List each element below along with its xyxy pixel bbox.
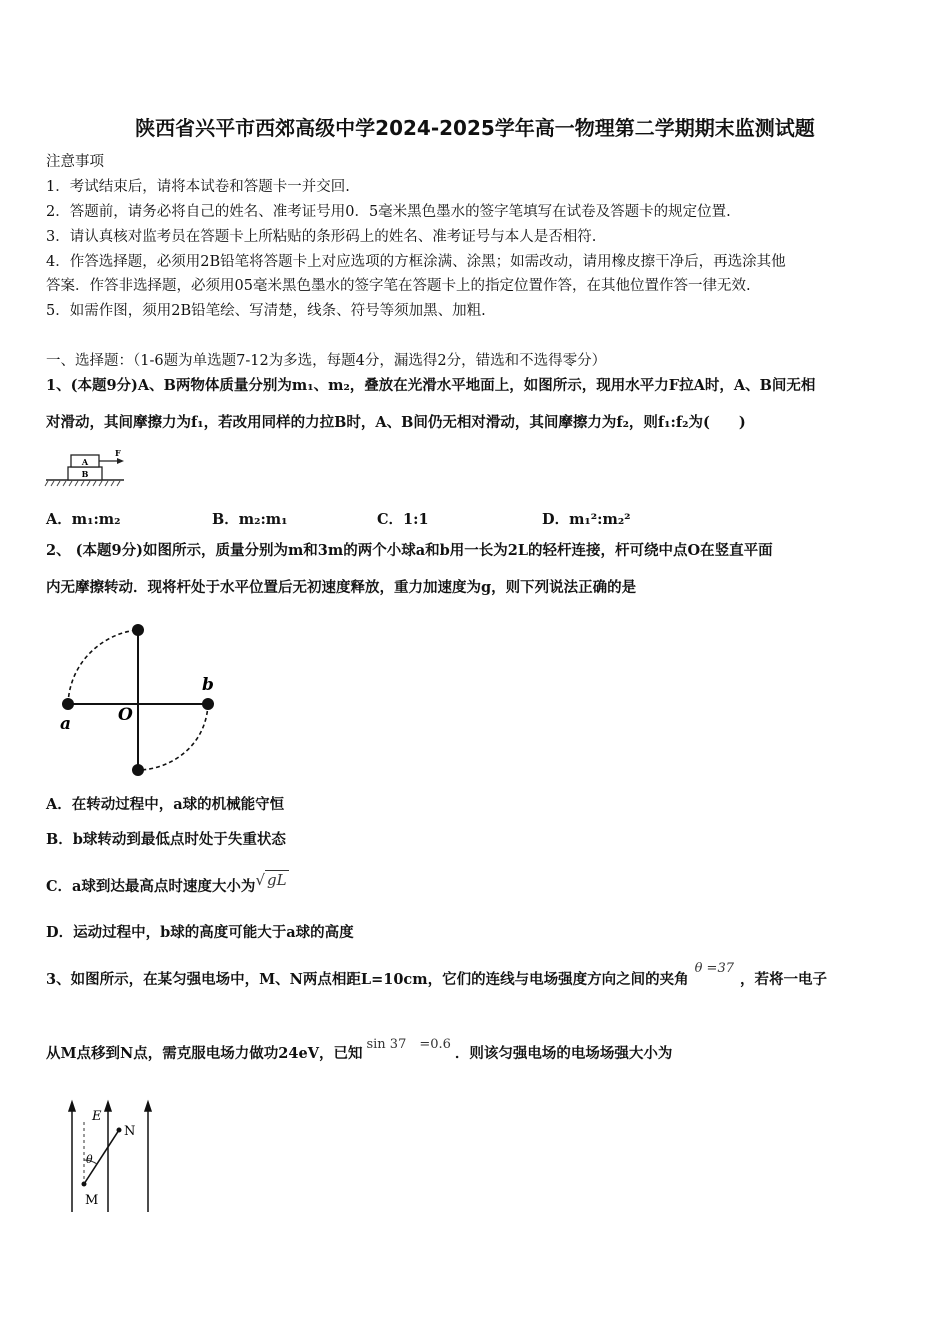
q1-block-figure (44, 446, 128, 488)
q3-text-line2 (46, 1037, 673, 1065)
ball-bottom (132, 764, 144, 776)
q1-option-c: C．1:1 (377, 511, 429, 528)
label-o: O (118, 705, 133, 725)
label-m: M (85, 1193, 99, 1208)
label-a: a (60, 714, 72, 734)
q1-text-line1: 1、(本题9分)A、B两物体质量分别为m₁、m₂，叠放在光滑水平地面上，如图所示，现用水平力F拉A时，A、B间无相 (46, 377, 816, 394)
point-m (82, 1182, 87, 1187)
block-a-label: A (81, 457, 89, 467)
force-label: F (115, 448, 121, 458)
notice-item: 4．作答选择题，必须用2B铅笔将答题卡上对应选项的方框涂满、涂黑；如需改动，请用橡皮擦干净后，再选涂其他 (46, 254, 786, 270)
q2-option-a: A．在转动过程中，a球的机械能守恒 (46, 796, 285, 813)
label-n: N (124, 1124, 136, 1139)
q2-option-b: B．b球转动到最低点时处于失重状态 (46, 831, 286, 848)
q2-option-c (46, 871, 289, 897)
notice-item: 2．答题前，请务必将自己的姓名、准考证号用0．5毫米黑色墨水的签字笔填写在试卷及答题卡的规定位置. (46, 204, 731, 220)
section-heading: 一、选择题：（1-6题为单选题7-12为多选，每题4分，漏选得2分，错选和不选得零分） (46, 353, 607, 369)
sin-expression: sin 37 =0.6 (366, 1037, 451, 1052)
page-title: 陕西省兴平市西郊高级中学2024-2025学年高一物理第二学期期末监测试题 (135, 116, 815, 140)
q3-text-line1 (46, 961, 827, 991)
sqrt-expression: √ gL (255, 871, 287, 889)
label-b: b (202, 675, 214, 695)
q2-text-line1: 2、 (本题9分)如图所示，质量分别为m和3m的两个小球a和b用一长为2L的轻杆连接，杆可绕中点O在竖直平面 (46, 542, 773, 559)
q3-line1-end: ，若将一电子 (740, 971, 827, 988)
q2-text-line2: 内无摩擦转动．现将杆处于水平位置后无初速度释放，重力加速度为g，则下列说法正确的是 (46, 579, 637, 596)
q3-line2-text: 从M点移到N点，需克服电场力做功24eV，已知 (46, 1045, 363, 1062)
notice-item: 1．考试结束后，请将本试卷和答题卡一并交回. (46, 179, 350, 195)
q2-rod-figure (48, 618, 228, 782)
q1-option-d: D．m₁²:m₂² (542, 511, 631, 528)
q1-option-a: A．m₁:m₂ (46, 511, 121, 528)
q1-text-line2: 对滑动，其间摩擦力为f₁，若改用同样的力拉B时，A、B间仍无相对滑动，其间摩擦力为f₂，则f₁:f₂为( ) (46, 414, 746, 431)
ball-top (132, 624, 144, 636)
ball-b (202, 698, 214, 710)
q2-option-d: D．运动过程中，b球的高度可能大于a球的高度 (46, 924, 354, 941)
q3-line2-end: ．则该匀强电场的电场场强大小为 (454, 1045, 673, 1062)
q2-option-c-text: C．a球到达最高点时速度大小为 (46, 878, 256, 895)
label-theta: θ (86, 1153, 93, 1166)
q3-line1-text: 3、如图所示，在某匀强电场中，M、N两点相距L=10cm，它们的连线与电场强度方向之间的夹角 (46, 971, 689, 988)
label-e: E (92, 1109, 102, 1124)
block-b-label: B (81, 469, 89, 479)
angle-expression: θ =37 (694, 961, 734, 976)
point-n (117, 1128, 122, 1133)
notice-item: 5．如需作图，须用2B铅笔绘、写清楚，线条、符号等须加黑、加粗. (46, 303, 486, 319)
sqrt-radicand: gL (267, 871, 287, 889)
notice-item: 3．请认真核对监考员在答题卡上所粘贴的条形码上的姓名、准考证号与本人是否相符. (46, 229, 597, 245)
q1-option-b: B．m₂:m₁ (212, 511, 288, 528)
notice-heading: 注意事项 (46, 154, 104, 170)
ball-a (62, 698, 74, 710)
q3-field-figure (62, 1098, 158, 1216)
notice-item: 答案．作答非选择题，必须用05毫米黑色墨水的签字笔在答题卡上的指定位置作答，在其他位置作答一律无效. (46, 278, 751, 294)
